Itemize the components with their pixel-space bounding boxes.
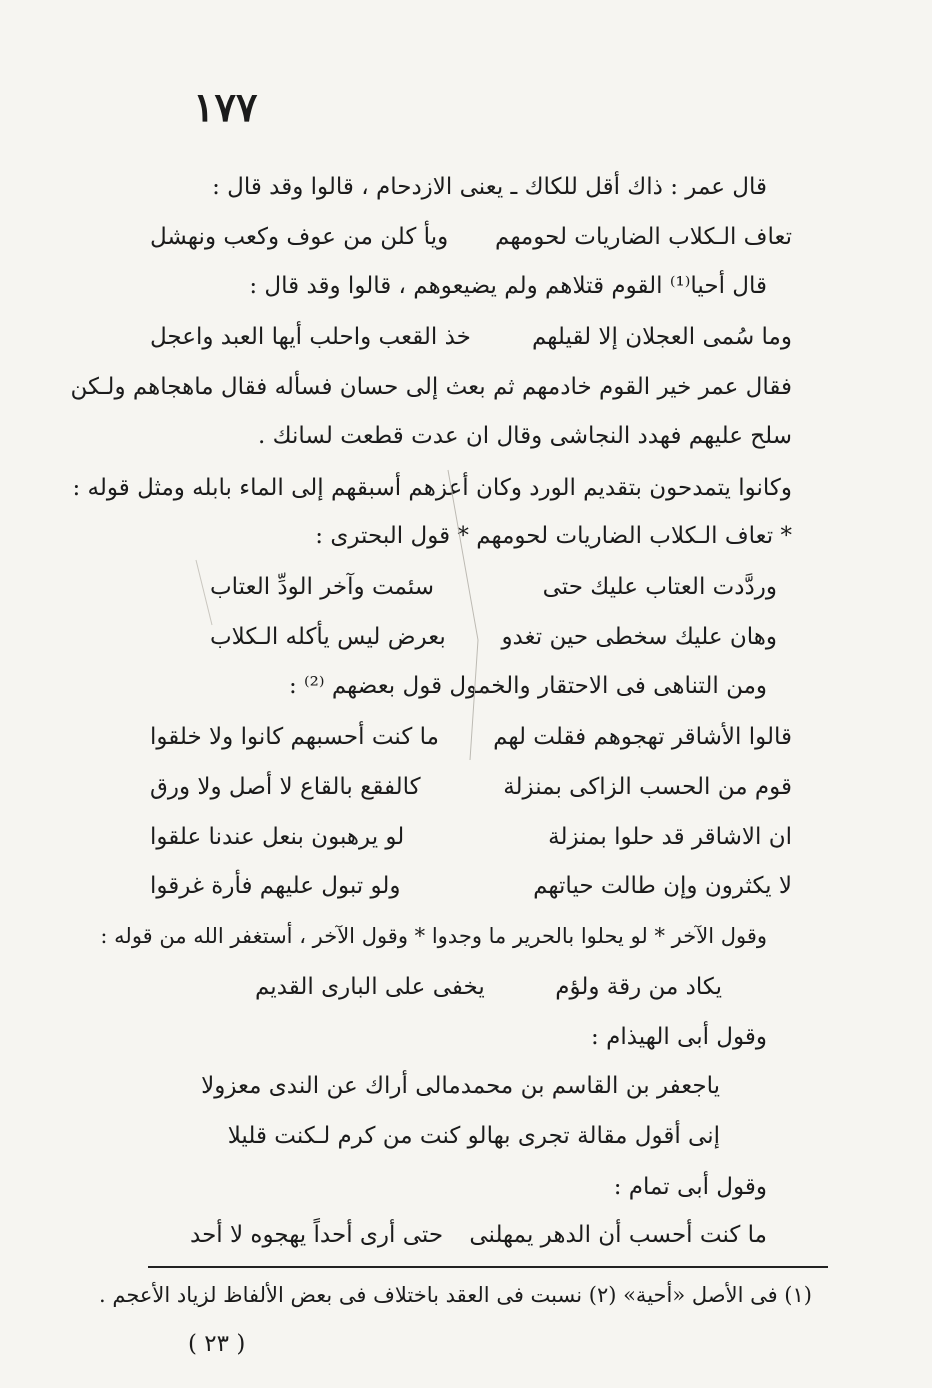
verse-line <box>150 822 792 854</box>
prose-line: وقول أبى الهيذام : <box>591 1024 767 1050</box>
verse-line <box>201 1071 720 1103</box>
verse-line <box>227 1121 720 1153</box>
verse-second-hemistich: ولو تبول عليهم فأرة غرقوا <box>150 873 401 899</box>
verse-first-hemistich: يكاد من رقة ولؤم <box>555 974 722 1000</box>
verse-second-hemistich: مالى أراك عن الندى معزولا <box>201 1073 461 1099</box>
verse-second-hemistich: ويأ كلن من عوف وكعب ونهشل <box>150 224 449 250</box>
prose-line: قال أحيا⁽¹⁾ القوم قتلاهم ولم يضيعوهم ، قالوا وقد قال : <box>249 273 767 299</box>
prose-line: وقول أبى تمام : <box>613 1174 767 1200</box>
verse-first-hemistich: وهان عليك سخطى حين تغدو <box>501 624 777 650</box>
verse-first-hemistich: ان الاشاقر قد حلوا بمنزلة <box>548 824 792 850</box>
verse-first-hemistich: وما سُمى العجلان إلا لقيلهم <box>532 324 792 350</box>
verse-second-hemistich: خذ القعب واحلب أيها العبد واعجل <box>150 324 471 350</box>
verse-second-hemistich: كالفقع بالقاع لا أصل ولا ورق <box>150 774 421 800</box>
verse-second-hemistich: سئمت وآخر الودِّ العتاب <box>210 574 435 600</box>
verse-line <box>210 622 777 654</box>
verse-line <box>190 1220 767 1252</box>
signature-mark: ( ٢٣ ) <box>188 1331 246 1357</box>
verse-first-hemistich: تعاف الـكلاب الضاريات لحومهم <box>495 224 792 250</box>
verse-first-hemistich: لا يكثرون وإن طالت حياتهم <box>533 873 792 899</box>
verse-first-hemistich: ياجعفر بن القاسم بن محمد <box>460 1073 720 1099</box>
verse-second-hemistich: حتى أرى أحداً يهجوه لا أحد <box>190 1222 444 1248</box>
verse-line <box>150 871 792 903</box>
prose-line: وكانوا يتمدحون بتقديم الورد وكان أعزهم أسبقهم إلى الماء بابله ومثل قوله : <box>72 475 792 501</box>
footnote-divider <box>148 1266 828 1268</box>
prose-line: سلح عليهم فهدد النجاشى وقال ان عدت قطعت لسانك . <box>258 423 792 449</box>
verse-second-hemistich: لو يرهبون بنعل عندنا علقوا <box>150 824 405 850</box>
page-number: ١٧٧ <box>193 84 258 131</box>
verse-first-hemistich: وردَّدت العتاب عليك حتى <box>542 574 777 600</box>
verse-first-hemistich: قالوا الأشاقر تهجوهم فقلت لهم <box>493 724 792 750</box>
verse-first-hemistich: ما كنت أحسب أن الدهر يمهلنى <box>469 1222 767 1248</box>
verse-first-hemistich: قوم من الحسب الزاكى بمنزلة <box>503 774 792 800</box>
footnotes: (١) فى الأصل «أحية» (٢) نسبت فى العقد باختلاف فى بعض الألفاظ لزياد الأعجم . <box>99 1283 812 1307</box>
verse-second-hemistich: يخفى على البارى القديم <box>255 974 485 1000</box>
prose-line: * تعاف الـكلاب الضاريات لحومهم * قول البحترى : <box>315 523 792 549</box>
verse-line <box>210 572 777 604</box>
verse-first-hemistich: إنى أقول مقالة تجرى بها <box>486 1123 720 1149</box>
prose-line: وقول الآخر * لو يحلوا بالحرير ما وجدوا * وقول الآخر ، أستغفر الله من قوله : <box>100 924 767 948</box>
verse-second-hemistich: بعرض ليس يأكله الـكلاب <box>210 624 446 650</box>
verse-second-hemistich: ما كنت أحسبهم كانوا ولا خلقوا <box>150 724 439 750</box>
verse-line <box>150 322 792 354</box>
verse-line <box>150 722 792 754</box>
verse-line <box>255 972 722 1004</box>
prose-line: ومن التناهى فى الاحتقار والخمول قول بعضهم ⁽²⁾ : <box>288 673 767 699</box>
prose-line: قال عمر : ذاك أقل للكاك ـ يعنى الازدحام ، قالوا وقد قال : <box>212 174 767 200</box>
prose-line: فقال عمر خير القوم خادمهم ثم بعث إلى حسان فسأله فقال ماهجاهم ولـكن <box>70 374 792 400</box>
verse-second-hemistich: لو كنت من كرم لـكنت قليلا <box>227 1123 487 1149</box>
verse-line <box>150 772 792 804</box>
verse-line <box>150 222 792 254</box>
